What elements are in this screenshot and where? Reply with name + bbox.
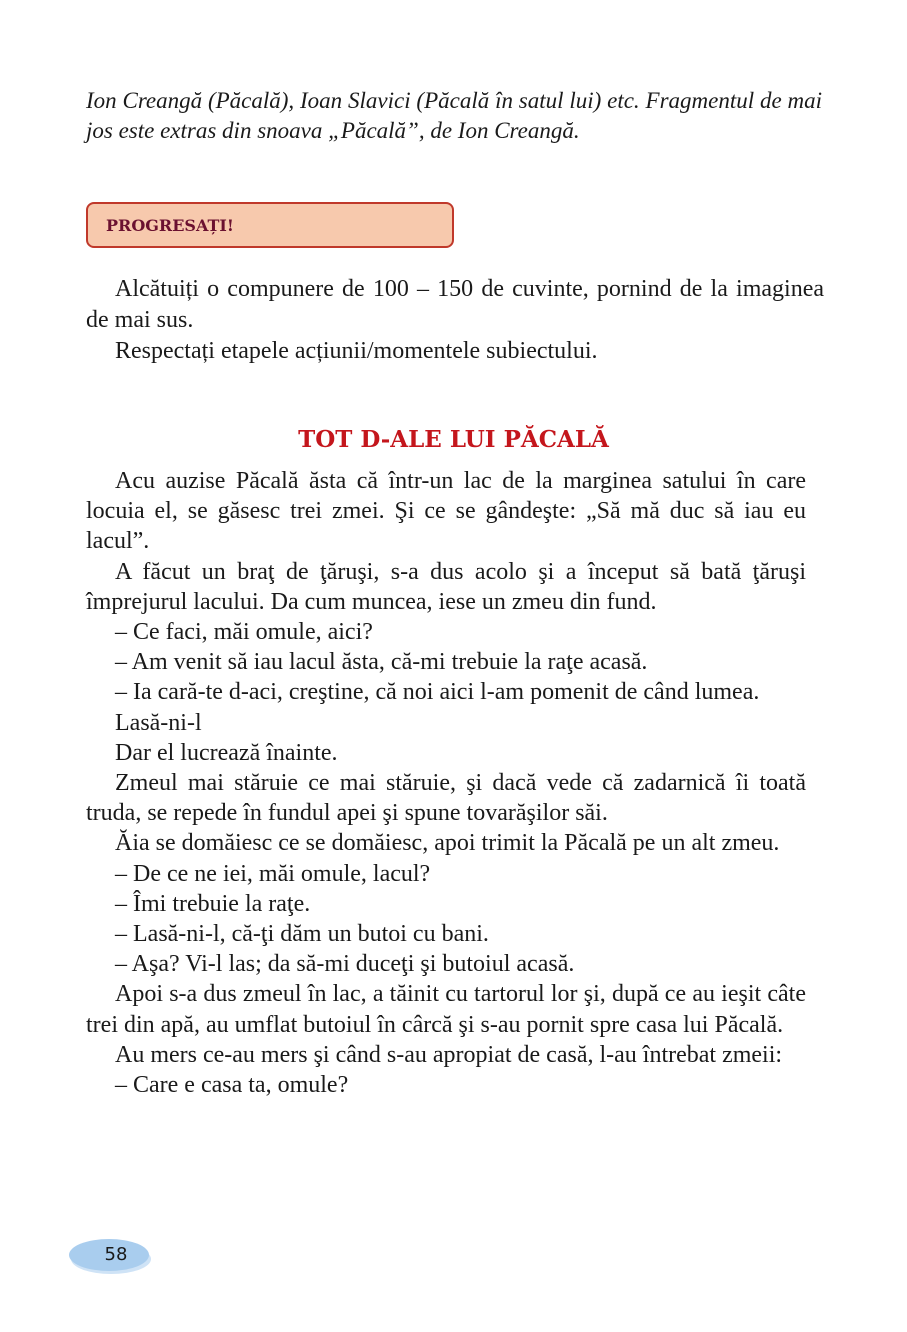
story-paragraph: Acu auzise Păcală ăsta că într-un lac de la marginea satului în care locuia el, se găsesc trei zmei. Şi ce se gândeşte: „Să mă duc să iau eu lacul”. — [86, 468, 806, 555]
story-paragraph: Dar el lucrează înainte. — [115, 739, 338, 766]
task-section — [86, 274, 824, 367]
intro-paragraph: Ion Creangă (Păcală), Ioan Slavici (Păcală în satul lui) etc. Fragmentul de mai jos este extras din snoava „Păcală”, de Ion Creangă. — [86, 88, 822, 143]
task-paragraph: Respectați etapele acțiunii/momentele subiectului. — [115, 338, 598, 364]
story-paragraph: Au mers ce-au mers şi când s-au apropiat de casă, l-au întrebat zmeii: — [115, 1041, 783, 1068]
banner-label: PROGRESAȚI! — [106, 216, 234, 235]
progresati-banner — [86, 202, 454, 248]
story-paragraph: – Lasă-ni-l, că-ţi dăm un butoi cu bani. — [115, 921, 489, 948]
story-paragraph: – Îmi trebuie la raţe. — [115, 890, 311, 917]
story-paragraph: Lasă-ni-l — [115, 709, 202, 736]
story-title: TOT D-ALE LUI PĂCALĂ — [298, 426, 609, 453]
story-paragraph: – Aşa? Vi-l las; da să-mi duceţi şi butoiul acasă. — [115, 951, 575, 978]
story-paragraph: Apoi s-a dus zmeul în lac, a tăinit cu tartorul lor şi, după ce au ieşit câte trei din apă, au umflat butoiul în cârcă şi s-au pornit spre casa lui Păcală. — [86, 981, 806, 1038]
story-paragraph: – De ce ne iei, măi omule, lacul? — [115, 860, 431, 887]
story-paragraph: A făcut un braţ de ţăruşi, s-a dus acolo şi a început să bată ţăruşi împrejurul lacului. Da cum muncea, iese un zmeu din fund. — [86, 558, 806, 615]
story-paragraph: Ăia se domăiesc ce se domăiesc, apoi trimit la Păcală pe un alt zmeu. — [115, 830, 780, 857]
story-paragraph: – Ce faci, măi omule, aici? — [115, 619, 373, 646]
page-number: 58 — [104, 1244, 128, 1265]
story-paragraph: – Care e casa ta, omule? — [115, 1072, 349, 1099]
task-paragraph: Alcătuiți o compunere de 100 – 150 de cuvinte, pornind de la imaginea de mai sus. — [86, 276, 824, 333]
story-paragraph: – Ia cară-te d-aci, creştine, că noi aici l-am pomenit de când lumea. — [115, 679, 760, 706]
story-paragraph: Zmeul mai stăruie ce mai stăruie, şi dacă vede că zadarnică îi toată truda, se repede în fundul apei şi spune tovarăşilor săi. — [86, 770, 806, 827]
story-paragraph: – Am venit să iau lacul ăsta, că-mi trebuie la raţe acasă. — [115, 649, 648, 676]
story-text — [86, 466, 806, 1100]
